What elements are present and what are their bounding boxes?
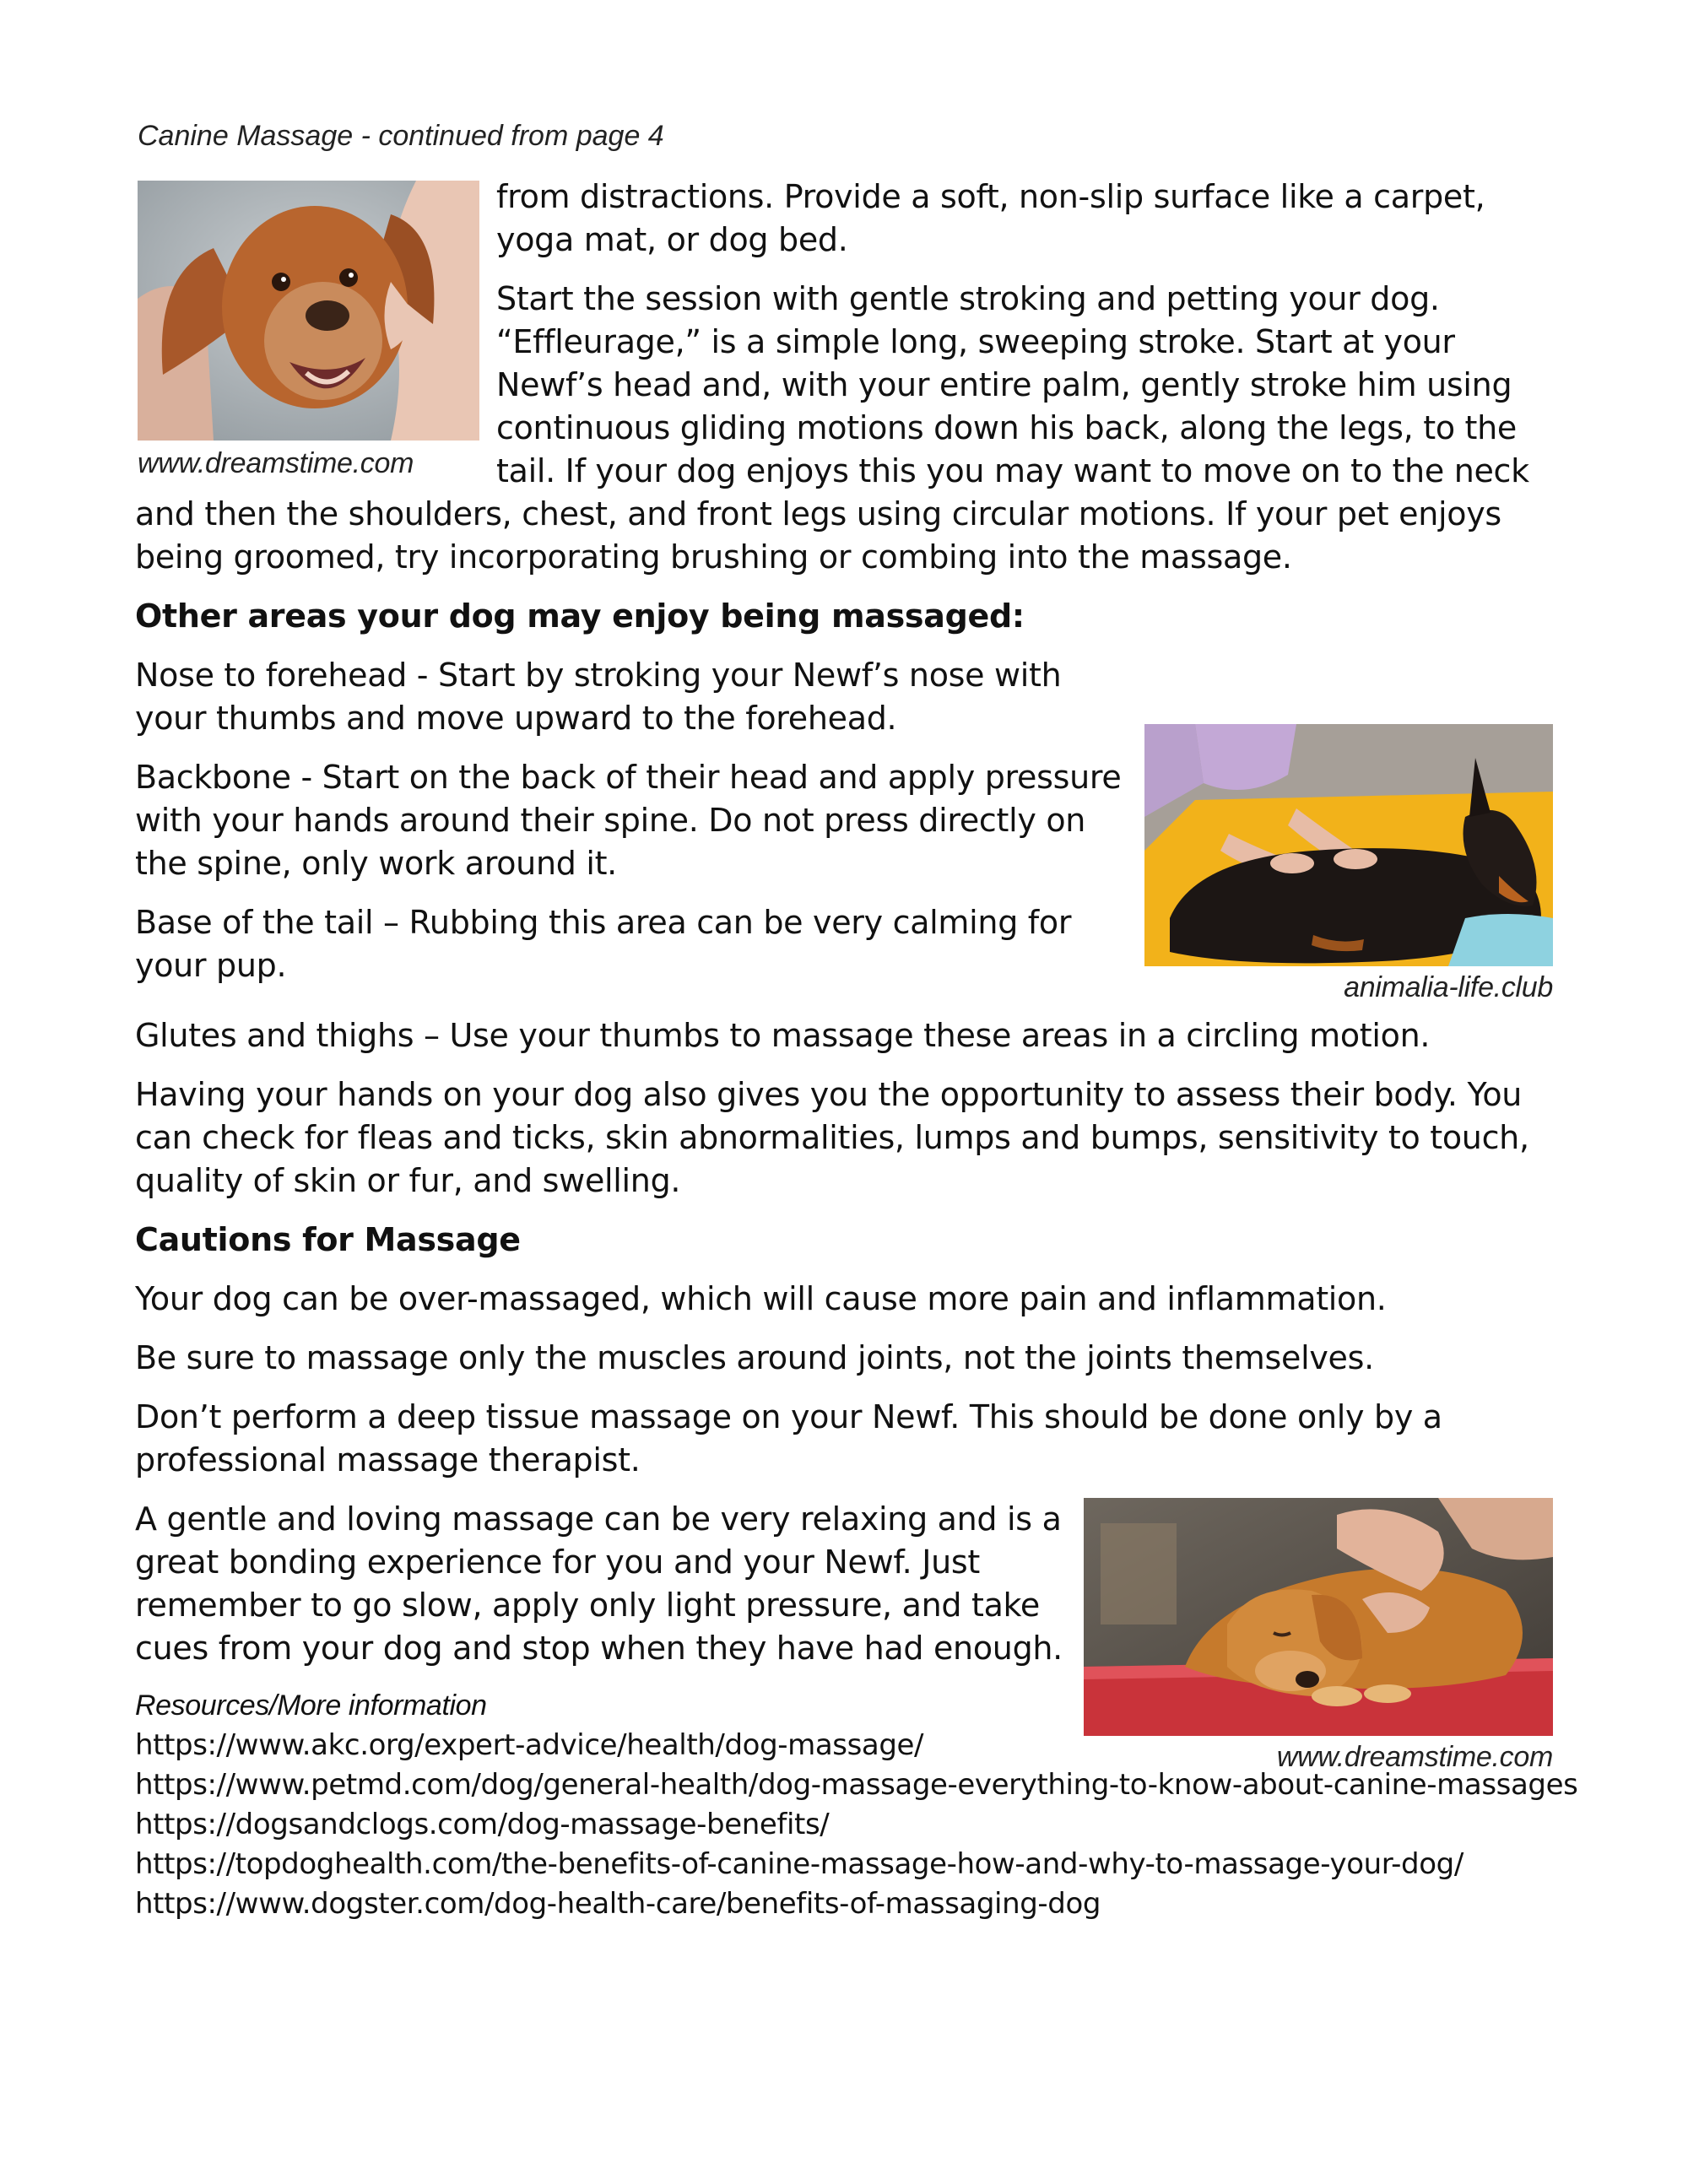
paragraph-nose: Nose to forehead - Start by stroking your Newf’s nose with your thumbs and move upward to the forehead. [135,657,1062,737]
resource-link[interactable]: https://www.petmd.com/dog/general-health/dog-massage-everything-to-know-about-canine-massages [135,1768,1578,1802]
paragraph-surface: from distractions. Provide a soft, non-slip surface like a carpet, yoga mat, or dog bed. [496,178,1485,258]
doberman-illustration [1144,724,1553,966]
paragraph-tail: Base of the tail – Rubbing this area can be very calming for your pup. [135,904,1072,984]
figure-dog-face [138,181,479,485]
paragraph-closing: A gentle and loving massage can be very relaxing and is a great bonding experience for you and your Newf. Just remember to go slow, apply only light pressure, and take cues from your dog and stop when they have had enough. [135,1500,1063,1667]
continued-header: Canine Massage - continued from page 4 [138,120,664,152]
heading-other-areas: Other areas your dog may enjoy being massaged: [135,597,1025,635]
paragraph-backbone: Backbone - Start on the back of their head and apply pressure with your hands around their spine. Do not press directly on the spine, only work around it. [135,759,1122,882]
figure-doberman [1144,724,1553,1009]
paragraph-caution-3: Don’t perform a deep tissue massage on your Newf. This should be done only by a professional massage therapist. [135,1398,1442,1479]
photo-credit: animalia-life.club [1344,971,1553,1003]
resource-link[interactable]: https://www.dogster.com/dog-health-care/benefits-of-massaging-dog [135,1887,1101,1921]
resource-link[interactable]: https://www.akc.org/expert-advice/health/dog-massage/ [135,1728,924,1762]
photo-credit: www.dreamstime.com [138,447,414,479]
paragraph-effleurage: Start the session with gentle stroking and petting your dog. “Effleurage,” is a simple long, sweeping stroke. Start at your Newf’s head and, with your entire palm, gently stroke him using continuous gliding motions down his back, along the legs, to the tail. If your dog enjoys this you may want to move on to the neck and then the shoulders, chest, and front legs using circular motions. If your pet enjoys being groomed, try incorporating brushing or combing into the massage. [135,280,1529,576]
resource-link[interactable]: https://topdoghealth.com/the-benefits-of-canine-massage-how-and-why-to-massage-your-dog/ [135,1847,1463,1881]
figure-golden-retriever [1084,1498,1553,1779]
photo-credit: www.dreamstime.com [1276,1741,1553,1773]
golden-retriever-illustration [1084,1498,1553,1736]
paragraph-assess: Having your hands on your dog also gives you the opportunity to assess their body. You can check for fleas and ticks, skin abnormalities, lumps and bumps, sensitivity to touch, quality of skin or fur, and swelling. [135,1076,1529,1199]
paragraph-caution-2: Be sure to massage only the muscles around joints, not the joints themselves. [135,1339,1374,1376]
paragraph-glutes: Glutes and thighs – Use your thumbs to massage these areas in a circling motion. [135,1017,1431,1054]
resources-title: Resources/More information [135,1689,487,1722]
dog-face-photo [138,181,479,441]
golden-retriever-massage-photo [1084,1498,1553,1736]
heading-cautions: Cautions for Massage [135,1221,521,1258]
paragraph-caution-1: Your dog can be over-massaged, which will cause more pain and inflammation. [135,1280,1387,1317]
dog-face-illustration [138,181,479,441]
doberman-massage-photo [1144,724,1553,966]
article-body [135,176,1578,1924]
resource-link[interactable]: https://dogsandclogs.com/dog-massage-benefits/ [135,1808,830,1841]
